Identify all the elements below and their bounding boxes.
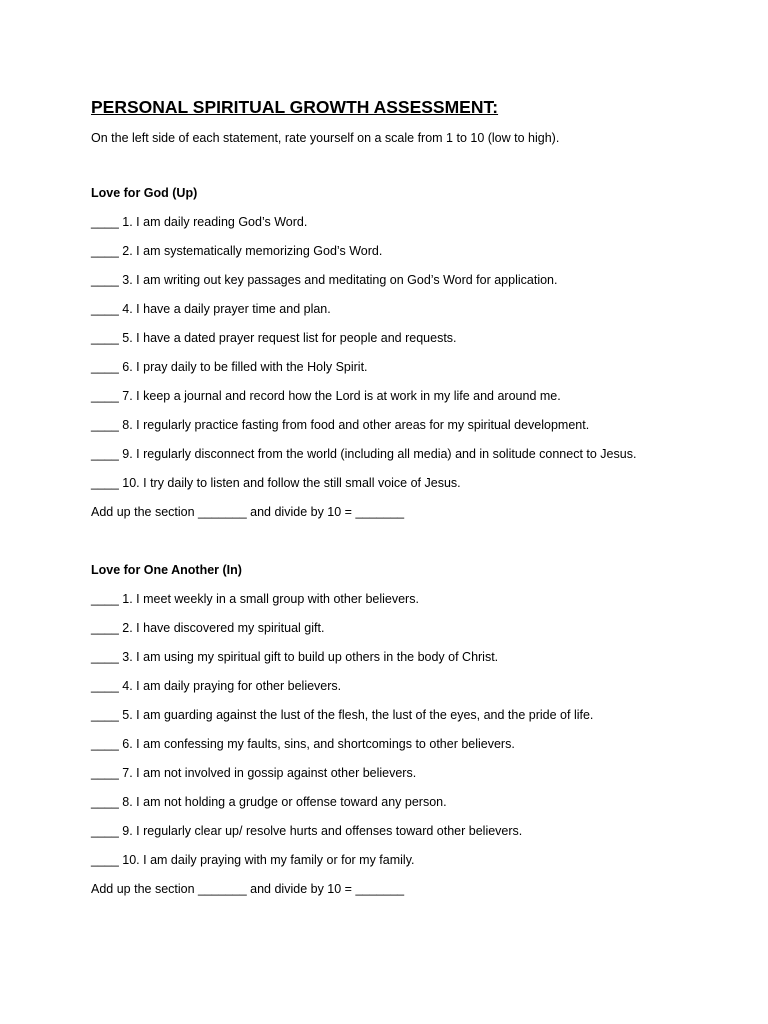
statement-item: ____ 7. I keep a journal and record how the Lord is at work in my life and around me.: [91, 389, 561, 403]
statement-item: ____ 9. I regularly disconnect from the world (including all media) and in solitude connect to Jesus.: [91, 447, 637, 461]
section-love-for-god: [91, 186, 728, 520]
statement-item: ____ 9. I regularly clear up/ resolve hurts and offenses toward other believers.: [91, 824, 523, 838]
statement-item: ____ 5. I have a dated prayer request list for people and requests.: [91, 331, 457, 345]
section-sum-line: Add up the section _______ and divide by 10 = _______: [91, 882, 405, 896]
statement-item: ____ 3. I am using my spiritual gift to build up others in the body of Christ.: [91, 650, 499, 664]
statement-item: ____ 10. I try daily to listen and follow the still small voice of Jesus.: [91, 476, 461, 490]
statement-item: ____ 1. I meet weekly in a small group with other believers.: [91, 592, 419, 606]
section-sum-line: Add up the section _______ and divide by 10 = _______: [91, 505, 405, 519]
statement-item: ____ 3. I am writing out key passages and meditating on God’s Word for application.: [91, 273, 558, 287]
statement-item: ____ 2. I have discovered my spiritual gift.: [91, 621, 325, 635]
document-title: PERSONAL SPIRITUAL GROWTH ASSESSMENT:: [91, 97, 499, 117]
statement-item: ____ 6. I am confessing my faults, sins, and shortcomings to other believers.: [91, 737, 515, 751]
statement-item: ____ 2. I am systematically memorizing God’s Word.: [91, 244, 383, 258]
statement-item: ____ 8. I regularly practice fasting from food and other areas for my spiritual development.: [91, 418, 590, 432]
statement-item: ____ 6. I pray daily to be filled with the Holy Spirit.: [91, 360, 368, 374]
statement-item: ____ 1. I am daily reading God’s Word.: [91, 215, 308, 229]
section-love-for-one-another: [91, 563, 728, 897]
statement-item: ____ 8. I am not holding a grudge or offense toward any person.: [91, 795, 447, 809]
statement-item: ____ 10. I am daily praying with my family or for my family.: [91, 853, 415, 867]
statement-item: ____ 5. I am guarding against the lust of the flesh, the lust of the eyes, and the pride of life.: [91, 708, 594, 722]
instructions-text: On the left side of each statement, rate yourself on a scale from 1 to 10 (low to high).: [91, 131, 560, 145]
section-heading: Love for God (Up): [91, 186, 198, 200]
statement-item: ____ 4. I am daily praying for other believers.: [91, 679, 342, 693]
section-heading: Love for One Another (In): [91, 563, 242, 577]
statement-item: ____ 4. I have a daily prayer time and plan.: [91, 302, 331, 316]
statement-item: ____ 7. I am not involved in gossip against other believers.: [91, 766, 417, 780]
